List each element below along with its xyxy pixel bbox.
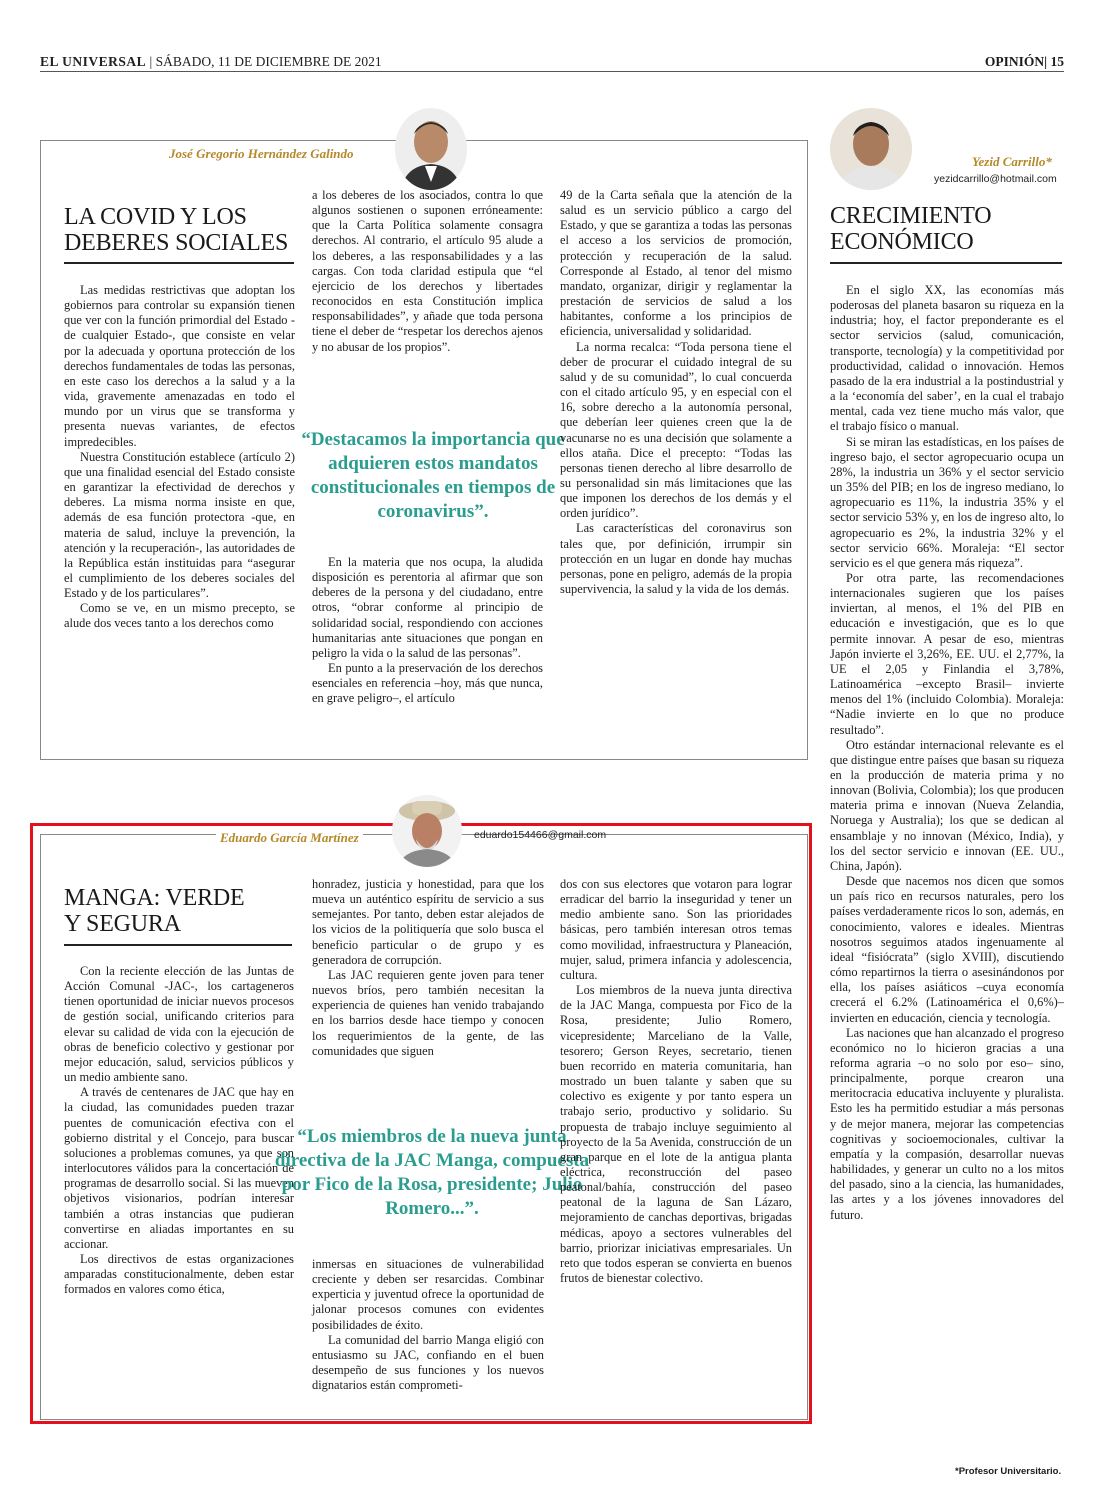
paragraph: Por otra parte, las recomendaciones internacionales sugieren que los países inviertan, al menos, el 1% del PIB en educación e investigación, que es lo que permite innovar. A pesar de eso, mientras Japón invierte el 3,26%, EE. UU. el 2,77%, la UE el 2,05 y Finlandia el 3,78%, Latinoamérica –excepto Brasil– invierte menos del 1% (incluido Colombia). Moraleja: “Nadie invierte en lo que no produce resultado”. [830,570,1064,737]
paragraph: Si se miran las estadísticas, en los países de ingreso bajo, el sector agropecuario ocupa un 28%, la industria un 36% y el sector servicio un 35% del PIB; en los de ingreso mediano, lo agropecuario es 11%, la industria 35% y el sector servicio 53% y, en los de ingreso alto, lo agropecuario es 2%, la industria 32% y el sector servicio 66%. Moraleja: “El sector servicio es el que genera más riqueza”. [830,434,1064,570]
article-column [830,283,1064,1223]
article-column [560,877,792,1286]
author-photo [392,795,462,867]
paragraph: dos con sus electores que votaron para lograr erradicar del barrio la inseguridad y tener un medio ambiente sano. Son las prioridades básicas, pero también interesan otros temas como movilidad, infraestructura y Planeación, mujer, salud, primera infancia y adolescencia, cultura. [560,877,792,982]
paragraph: a los deberes de los asociados, contra lo que algunos sostienen o suponen erróneamente: que la Carta Política solamente consagra derechos. Al contrario, el artículo 95 alude a los deberes, a las responsabilidades y a las cargas. Con toda claridad estipula que “el ejercicio de los derechos y libertades reconocidos en esta Constitución implica responsabilidades”, y añade que toda persona tiene el deber de “respetar los derechos ajenos y no abusar de los propios”. [312,188,543,354]
paragraph: inmersas en situaciones de vulnerabilidad creciente y deben ser resarcidas. Combinar experticia y juventud ofrece la oportunidad de jalonar procesos comunes con evidentes posibilidades de éxito. [312,1257,544,1332]
paragraph: En la materia que nos ocupa, la aludida disposición es perentoria al afirmar que son deberes de la persona y del ciudadano, entre otros, “obrar conforme al principio de solidaridad social, respondiendo con acciones humanitarias ante situaciones que pongan en peligro la vida o la salud de las personas”. [312,555,543,660]
paragraph: Las medidas restrictivas que adoptan los gobiernos para controlar su expansión tienen que ver con la función primordial del Estado -de cualquier Estado-, que consiste en velar por la adecuada y oportuna protección de los derechos fundamentales de todas las personas, en este caso los derechos a la salud y a la vida, gravemente amenazadas en todo el mundo por un virus que se transforma y presenta nuevas variantes, de efectos impredecibles. [64,283,295,449]
page-header [40,52,1064,72]
paragraph: Las JAC requieren gente joven para tener nuevos bríos, pero también necesitan la experiencia de quienes han venido trabajando en los barrios desde hace tiempo y conocen los requerimientos de la gente, de las comunidades que siguen [312,967,544,1058]
newspaper-name: EL UNIVERSAL [40,54,147,69]
paragraph: La comunidad del barrio Manga eligió con entusiasmo su JAC, confiando en el buen desempeño de sus funciones y los nuevos dignatarios están comprometi- [312,1332,544,1393]
paragraph: Desde que nacemos nos dicen que somos un país rico en recursos naturales, pero los países verdaderamente ricos lo son, además, en conocimiento, valores e ideales. Mientras nosotros seguimos atados ingenuamente al ideal “fisiócrata” (siglo XVIII), discutiendo cómo repartirnos la tierra o asesinándonos por ella, los países asiáticos –cuya economía crecerá el 6.2% (Latinoamérica el 0,6%)– invierten en educación, ciencia y tecnología. [830,874,1064,1025]
issue-date: | SÁBADO, 11 DE DICIEMBRE DE 2021 [146,54,382,69]
paragraph: honradez, justicia y honestidad, para que los mueva un auténtico espíritu de servicio a sus semejantes. Por tanto, deben estar alejados de los vicios de la politiquería que solo busca el beneficio particular o de grupo y es generadora de corrupción. [312,877,544,967]
article-headline: LA COVID Y LOS DEBERES SOCIALES [64,204,289,256]
paragraph: Como se ve, en un mismo precepto, se alude dos veces tanto a los derechos como [64,601,295,631]
pull-quote: “Destacamos la importancia que adquieren estos mandatos constitucionales en tiempos de coronavirus”. [301,429,565,522]
author-name: Yezid Carrillo* [968,154,1056,170]
pull-quote: “Los miembros de la nueva junta directiva de la JAC Manga, compuesta por Fico de la Rosa, presidente; Julio Romero...”. [274,1126,590,1219]
article-column [312,555,543,707]
headline-rule [830,262,1062,264]
author-email[interactable]: yezidcarrillo@hotmail.com [934,173,1057,185]
paragraph: Las características del coronavirus son tales que, por definición, irrumpir sin protección en un lugar en donde hay muchas personas, pone en peligro, además de la propia supervivencia, la salud y la vida de los demás. [560,521,792,597]
article-headline: CRECIMIENTO ECONÓMICO [830,203,992,255]
masthead [40,54,382,70]
article-column [312,877,544,1059]
author-name: Eduardo García Martínez [216,830,363,846]
author-photo [830,108,912,190]
article-column [64,964,294,1297]
author-name: José Gregorio Hernández Galindo [165,146,358,162]
article-column [64,283,295,632]
footnote: *Profesor Universitario. [955,1466,1062,1477]
article-column [312,1257,544,1393]
paragraph: Los miembros de la nueva junta directiva de la JAC Manga, compuesta por Fico de la Rosa, presidente; Julio Romero, vicepresidente; Marceliano de la Valle, tesorero; Gerson Reyes, secretario, tienen buen recorrido en materia comunitaria, han mostrado un buen talante y saben que su colectivo es exigente y por tanto espera un trabajo serio, productivo y solidario. Su propuesta de trabajo incluye seguimiento al proyecto de la 5a Avenida, construcción de un gran parque en el lote de la antigua planta eléctrica, reconstrucción del paseo peatonal/bahía, construcción del paseo peatonal de la laguna de San Lázaro, mejoramiento de canchas deportivas, brigadas médicas, apoyo a sectores vulnerables del barrio, priorizar iniciativas empresariales. Un reto que todos esperan se convierta en buenos frutos de bienestar colectivo. [560,983,792,1286]
paragraph: Otro estándar internacional relevante es el que distingue entre países que basan su riqueza en la producción de materia prima y no innovan (Bolivia, Colombia); los que producen materia prima e innovan (Nueva Zelandia, Noruega y Australia); los que se dedican al ensamblaje y no innovan (México, India), y los del sector servicio e innovan (EE. UU., China, Japón). [830,737,1065,873]
paragraph: Con la reciente elección de las Juntas de Acción Comunal -JAC-, los cartageneros tienen oportunidad de iniciar nuevos procesos de gestión social, unificando criterios para elevar su calidad de vida con la ejecución de obras de beneficio colectivo y gestionar por mejor educación, salud, servicios públicos y un medio ambiente sano. [64,964,294,1085]
paragraph: 49 de la Carta señala que la atención de la salud es un servicio público a cargo del Estado, y que se garantiza a todas las personas el acceso a los servicios de promoción, protección y recuperación de la salud. Corresponde al Estado, al tenor del mismo mandato, organizar, dirigir y reglamentar la prestación de servicios de salud a los habitantes, conforme a los principios de eficiencia, universalidad y solidaridad. [560,188,792,339]
author-email[interactable]: eduardo154466@gmail.com [474,829,607,841]
paragraph: La norma recalca: “Toda persona tiene el deber de procurar el cuidado integral de su salud y de su comunidad”, lo cual concuerda con el citado artículo 95, y en especial con el 16, sobre derecho a la autonomía personal, que deberían leer quienes creen que la de vacunarse no es una decisión que solamente a ellos ataña. Dice el precepto: “Todas las personas tienen derecho al libre desarrollo de su personalidad sin más limitaciones que las que imponen los derechos de los demás y el orden jurídico”. [560,339,792,521]
paragraph: Las naciones que han alcanzado el progreso económico no lo hicieron gracias a una reforma agraria –o no solo por eso– sino, principalmente, porque crearon una meritocracia educativa incluyente y pluralista. Esto les ha permitido estudiar a más personas y de mejor manera, mejorar las competencias cognitivas y socioemocionales, cultivar la empatía y la compasión, desarrollar nuevas habilidades, y generar un culto no a los mitos del pasado, sino a la ciencia, las humanidades, las artes y a los jóvenes innovadores del futuro. [830,1025,1064,1222]
paragraph: Nuestra Constitución establece (artículo 2) que una finalidad esencial del Estado consiste en garantizar la efectividad de derechos y deberes. La misma norma insiste en que, además de esa función protectora -que, en materia de salud, incluye la prevención, la atención y la recuperación-, las autoridades de la República están instituidas para “asegurar el cumplimiento de los deberes sociales del Estado y de los particulares”. [64,449,295,601]
paragraph: Los directivos de estas organizaciones amparadas constitucionalmente, deben estar formados en valores como ética, [64,1251,294,1297]
section-page: OPINIÓN| 15 [984,54,1064,69]
paragraph: En punto a la preservación de los derechos esenciales en referencia –hoy, más que nunca, en grave peligro–, el artículo [312,661,543,706]
paragraph: En el siglo XX, las economías más poderosas del planeta basaron su riqueza en la industria; hoy, el factor preponderante es el sector servicios (salud, comunicación, transporte, tecnología) y la competitividad por productividad, calidad o innovación. Hemos pasado de la era industrial a la postindustrial y a la ‘economía del saber’, en la cual el trabajo mental, cada vez tiene mucho más valor, que el trabajo físico o manual. [830,283,1064,434]
author-photo [395,108,467,190]
headline-rule [64,262,294,264]
headline-rule [64,944,292,946]
article-column [312,188,543,355]
paragraph: A través de centenares de JAC que hay en la ciudad, las comunidades pueden trazar puentes de comunicación efectiva con el gobierno distrital y el Concejo, para buscar soluciones a problemas comunes, ya que son interlocutores válidos para la concertación de programas de desarrollo social. Si las mueven objetivos visionarios, podrían interesar también a otras instancias que pudieran convertirse en aliadas importantes en su accionar. [64,1085,294,1251]
article-column [560,188,792,597]
article-headline: MANGA: VERDE Y SEGURA [64,885,245,937]
